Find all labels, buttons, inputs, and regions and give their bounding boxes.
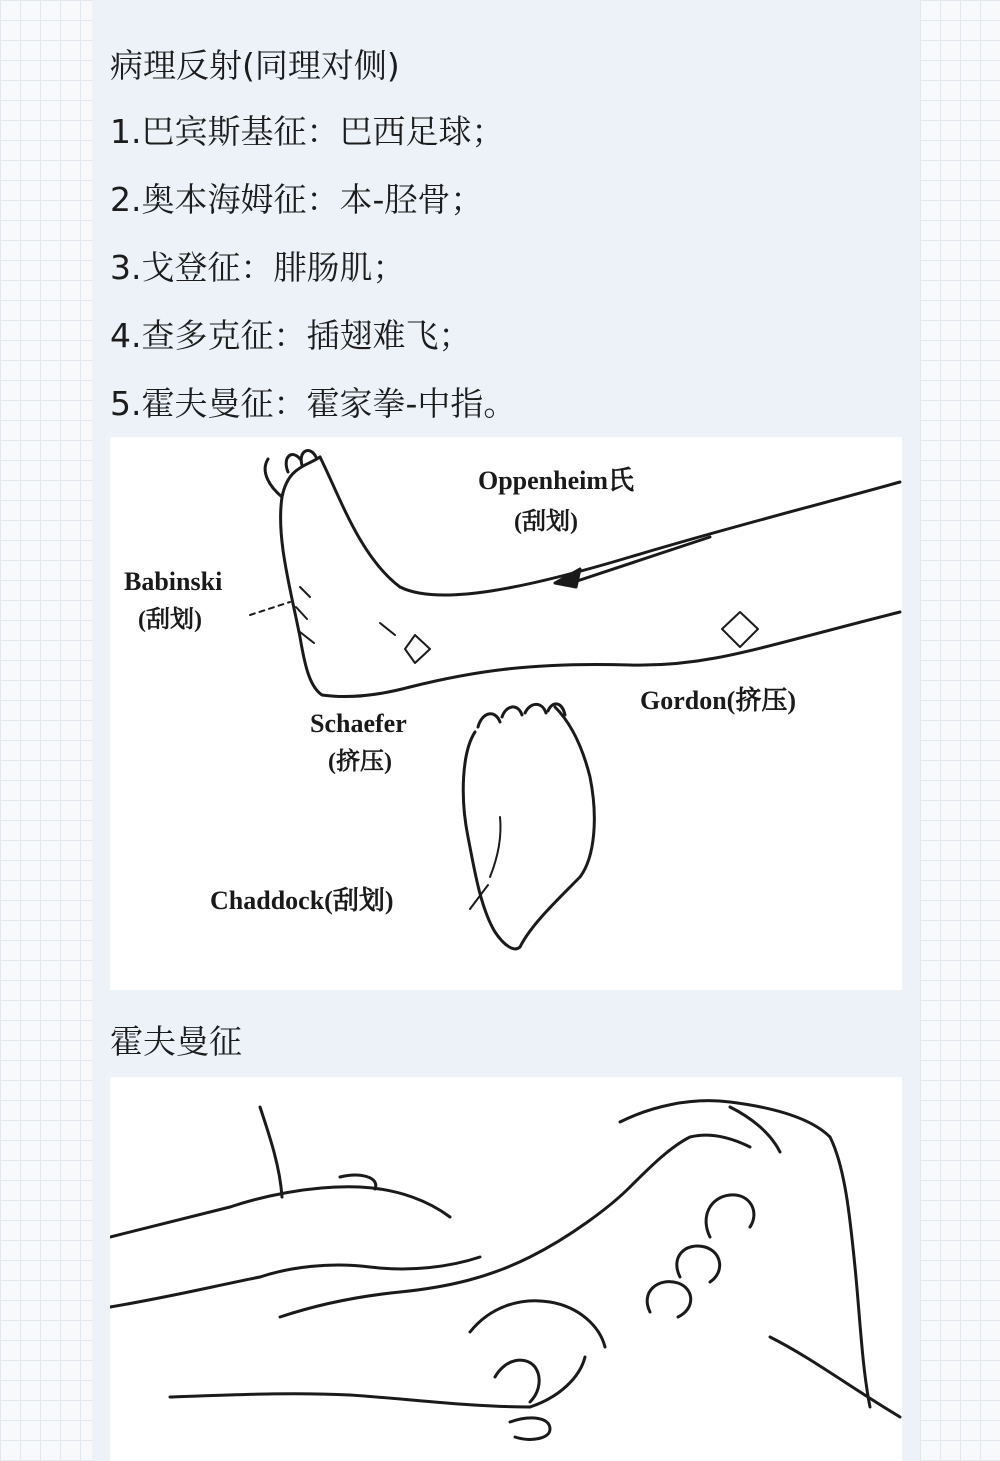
oppenheim-label: Oppenheim氏 — [478, 466, 635, 495]
hands-drawing — [110, 1077, 902, 1461]
list-item: 1.巴宾斯基征：巴西足球； — [110, 112, 505, 151]
list-item: 2.奥本海姆征：本-胫骨； — [110, 180, 484, 219]
reflex-illustration — [110, 437, 902, 990]
hoffmann-heading: 霍夫曼征 — [110, 1022, 242, 1061]
babinski-action-label: (刮划) — [138, 607, 202, 633]
babinski-label: Babinski — [124, 567, 223, 596]
hoffmann-illustration — [110, 1077, 902, 1461]
gordon-label: Gordon(挤压) — [640, 686, 797, 715]
section-title: 病理反射(同理对侧) — [110, 46, 400, 85]
list-item: 4.查多克征：插翅难飞； — [110, 316, 472, 355]
oppenheim-action-label: (刮划) — [514, 509, 578, 535]
list-item: 3.戈登征：腓肠肌； — [110, 248, 406, 287]
leg-foot-drawing — [110, 437, 902, 990]
schaefer-action-label: (挤压) — [328, 749, 392, 775]
chaddock-label: Chaddock(刮划) — [210, 886, 394, 915]
schaefer-label: Schaefer — [310, 709, 407, 738]
list-item: 5.霍夫曼征：霍家拳-中指。 — [110, 384, 517, 423]
